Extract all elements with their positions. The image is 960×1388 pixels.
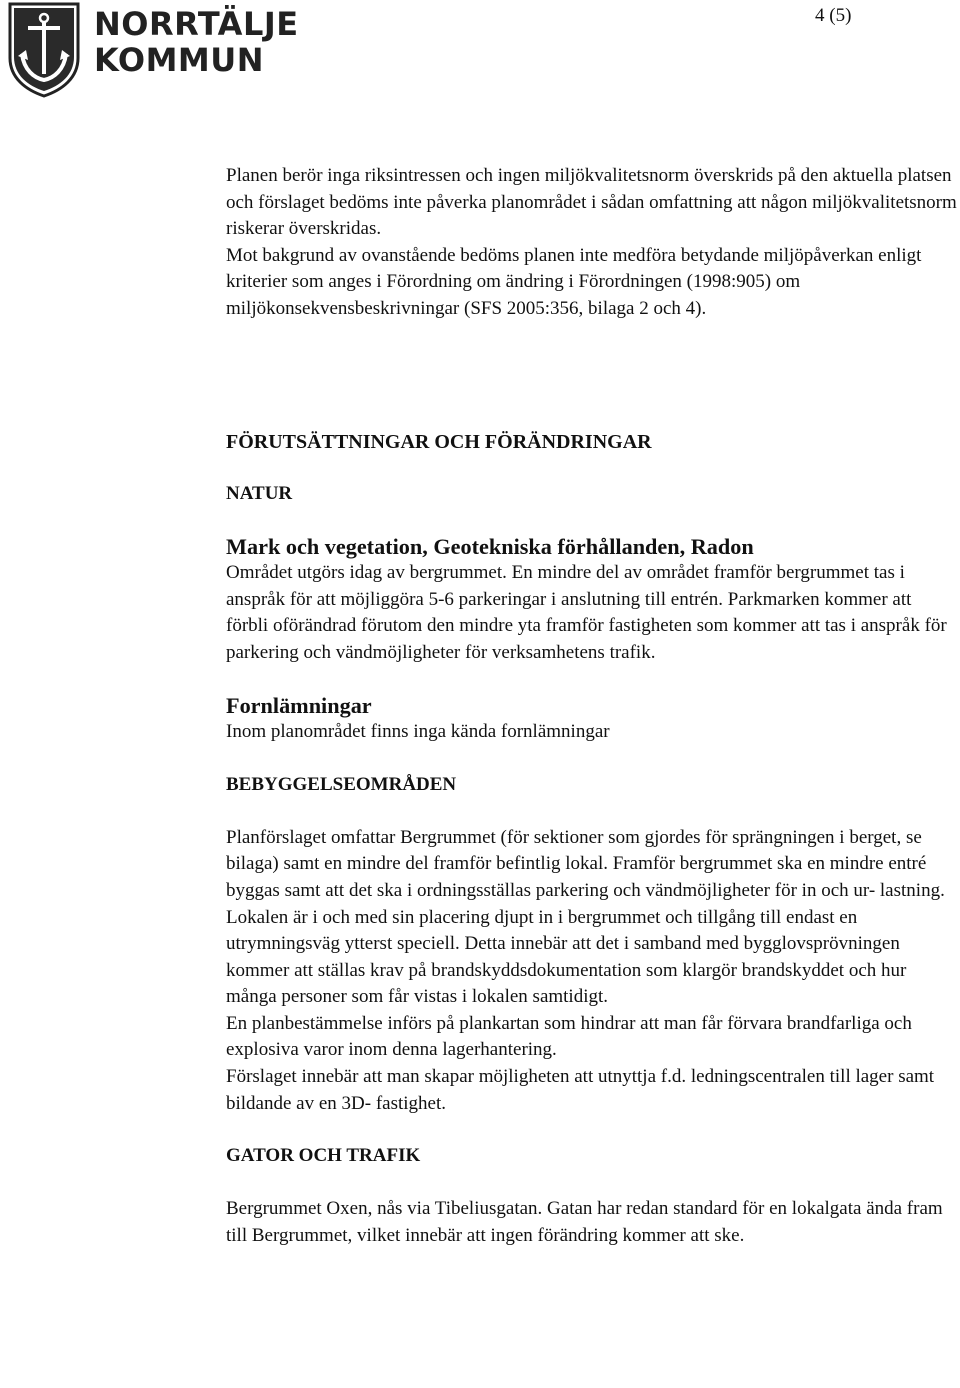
spacer bbox=[226, 323, 958, 429]
section-heading-bebyggelse: BEBYGGELSEOMRÅDEN bbox=[226, 773, 457, 795]
gator-paragraph-1: Bergrummet Oxen, nås via Tibeliusgatan. Gatan har redan standard för en lokalgata ända fram till Bergrummet, vilket innebär att ingen förändring kommer att ske. bbox=[226, 1198, 943, 1246]
bebyggelse-paragraph-1: Planförslaget omfattar Bergrummet (för sektioner som gjordes för sprängningen i berget, se bilaga) samt en mindre del framför befintlig lokal. Framför bergrummet ska en mindre entré byggas samt att det ska i ordningsställas parkering och vändmöjligheter för in och ur- lastning. Lokalen är i och med sin placering djupt in i bergrummet och tillgång till endast en utrymningsväg ytterst speciell. Detta innebär att det i samband med bygglovsprövningen kommer att ställas krav på brandskyddsdokumentation som klargör brandskyddet och hur många personer som får vistas i lokalen samtidigt. bbox=[226, 826, 945, 1008]
coat-of-arms-icon bbox=[4, 0, 84, 98]
spacer bbox=[226, 667, 958, 693]
logo-line-2: KOMMUN bbox=[94, 41, 265, 79]
spacer bbox=[226, 1117, 958, 1143]
section-heading-natur: NATUR bbox=[226, 482, 293, 504]
intro-paragraph-2: Mot bakgrund av ovanstående bedöms planen inte medföra betydande miljöpåverkan enligt kriterier som anges i Förordning om ändring i Förordningen (1998:905) om miljökonsekvensbeskrivningar (SFS 2005:356, bilaga 2 och 4). bbox=[226, 244, 922, 319]
document-body bbox=[226, 163, 958, 1249]
municipality-logo bbox=[4, 0, 299, 98]
spacer bbox=[226, 798, 958, 825]
spacer bbox=[226, 455, 958, 481]
logo-wordmark bbox=[94, 6, 299, 78]
subheading-mark-vegetation: Mark och vegetation, Geotekniska förhållanden, Radon bbox=[226, 533, 754, 559]
section-heading-gator: GATOR OCH TRAFIK bbox=[226, 1145, 421, 1167]
mark-vegetation-text: Området utgörs idag av bergrummet. En mindre del av området framför bergrummet tas i anspråk för att möjliggöra 5-6 parkeringar i anslutning till entrén. Parkmarken kommer att förbli oförändrad förutom den mindre yta framför fastigheten som kommer att tas i anspråk för parkering och vändmöjligheter för verksamhetens trafik. bbox=[226, 562, 947, 663]
fornlamningar-text: Inom planområdet finns inga kända fornlämningar bbox=[226, 721, 610, 743]
bebyggelse-paragraph-3: Förslaget innebär att man skapar möjligheten att utnyttja f.d. ledningscentralen till lager samt bildande av en 3D- fastighet. bbox=[226, 1066, 935, 1114]
page-number: 4 (5) bbox=[815, 5, 852, 26]
subheading-fornlamningar: Fornlämningar bbox=[226, 692, 372, 718]
intro-paragraph-1: Planen berör inga riksintressen och ingen miljökvalitetsnorm överskrids på den aktuella platsen och förslaget bedöms inte påverka planområdet i sådan omfattning att någon miljökvalitetsnorm riskerar överskridas. bbox=[226, 165, 957, 240]
spacer bbox=[226, 507, 958, 534]
logo-line-1: NORRTÄLJE bbox=[94, 5, 299, 43]
spacer bbox=[226, 746, 958, 772]
section-heading-forutsattningar: FÖRUTSÄTTNINGAR OCH FÖRÄNDRINGAR bbox=[226, 430, 652, 453]
bebyggelse-paragraph-2: En planbestämmelse införs på plankartan som hindrar att man får förvara brandfarliga och explosiva varor inom denna lagerhantering. bbox=[226, 1012, 912, 1061]
spacer bbox=[226, 1169, 958, 1196]
